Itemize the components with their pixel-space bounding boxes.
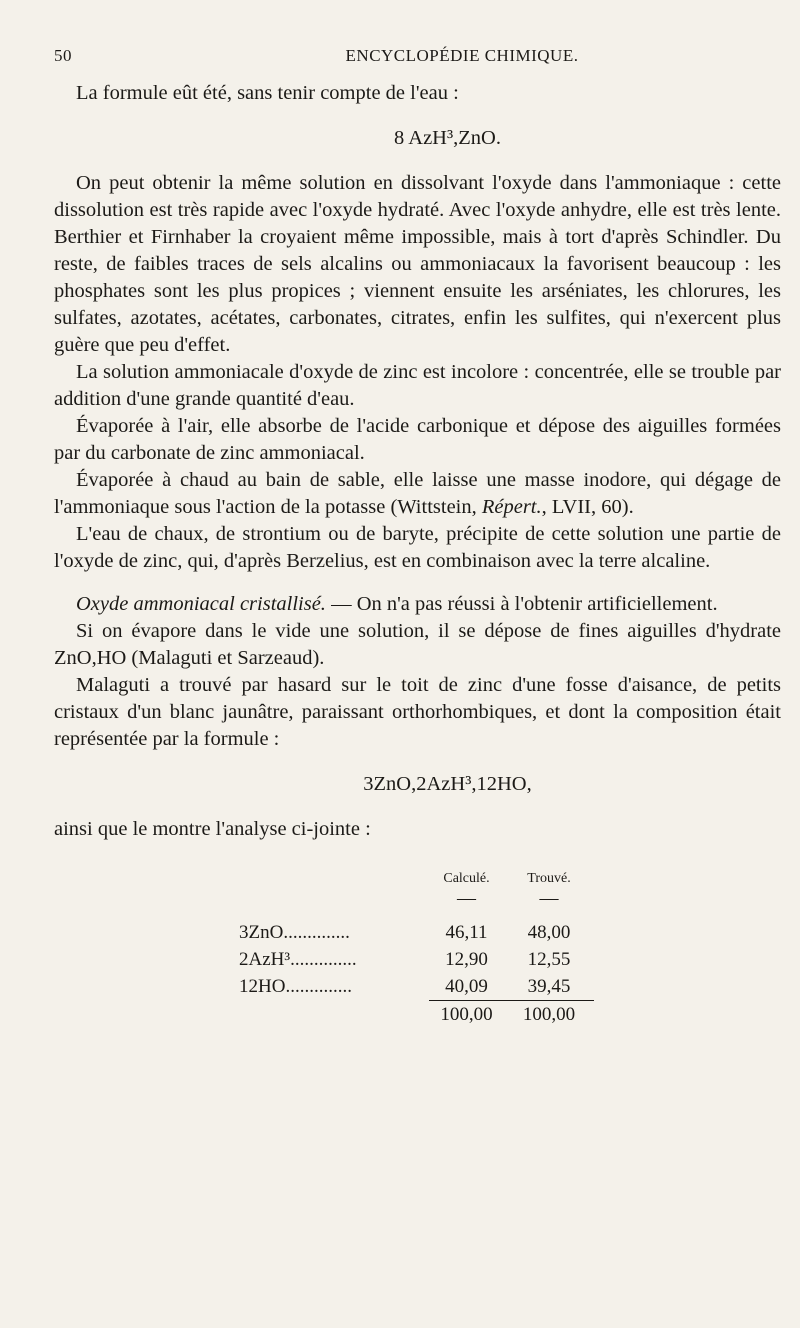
row-label: 3ZnO.............. xyxy=(239,922,350,943)
page-header xyxy=(54,46,770,72)
paragraph: Évaporée à l'air, elle absorbe de l'acide carbonique et dépose des aiguilles formées par du carbonate de zinc ammoniacal. xyxy=(54,415,781,464)
paragraph xyxy=(54,467,781,521)
paragraph: On peut obtenir la même solution en dissolvant l'oxyde dans l'ammoniaque : cette dissolution est très rapide avec l'oxyde hydraté. Avec l'oxyde anhydre, elle est très lente. Berthier et Firnhaber la croyaient même impossible, mais à tort d'après Schindler. Du reste, de faibles traces de sels alcalins ou ammoniacaux la favorisent beaucoup : les phosphates sont les plus propices ; viennent ensuite les arséniates, les chlorures, les sulfates, azotates, acétates, carbonates, citrates, enfin les sulfites, qui n'exercent plus guère que peu d'effet. xyxy=(54,172,781,356)
analysis-table xyxy=(239,865,594,1028)
calc-value: 12,90 xyxy=(445,949,488,970)
citation-ref: Répert. xyxy=(481,496,542,518)
table-row xyxy=(239,946,594,973)
page-number: 50 xyxy=(54,46,72,65)
section-title: Oxyde ammoniacal cristallisé. xyxy=(76,593,326,615)
table-row xyxy=(239,919,594,946)
found-value: 12,55 xyxy=(527,949,571,970)
formula: 3ZnO,2AzH³,12HO, xyxy=(363,773,532,795)
found-value: 39,45 xyxy=(527,976,571,997)
row-label: 2AzH³.............. xyxy=(239,949,357,970)
total-row xyxy=(239,1001,594,1029)
total-calc: 100,00 xyxy=(429,1001,504,1029)
calc-value: 46,11 xyxy=(445,922,488,943)
paragraph-text: — On n'a pas réussi à l'obtenir artificiellement. xyxy=(325,593,718,615)
col-header-found: Trouvé. xyxy=(527,871,571,886)
row-label: 12HO.............. xyxy=(239,976,352,997)
paragraph-text: Évaporée à chaud au bain de sable, elle laisse une masse inodore, qui dégage de l'ammoniaque sous l'action de la potasse (Wittstein, xyxy=(54,469,781,518)
paragraph: L'eau de chaux, de strontium ou de baryte, précipite de cette solution une partie de l'oxyde de zinc, qui, d'après Berzelius, est en combinaison avec la terre alcaline. xyxy=(54,523,781,572)
paragraph: Malaguti a trouvé par hasard sur le toit de zinc d'une fosse d'aisance, de petits cristaux d'un blanc jaunâtre, paraissant orthorhombiques, et dont la composition était représentée par la formule : xyxy=(54,674,781,750)
table-row xyxy=(239,973,594,1001)
dash: — xyxy=(457,888,476,909)
paragraph xyxy=(54,591,781,618)
col-header-calc: Calculé. xyxy=(443,871,490,886)
calc-value: 40,09 xyxy=(445,976,488,997)
formula: 8 AzH³,ZnO. xyxy=(394,127,501,149)
found-value: 48,00 xyxy=(527,922,571,943)
total-found: 100,00 xyxy=(504,1001,594,1029)
paragraph: La solution ammoniacale d'oxyde de zinc est incolore : concentrée, elle se trouble par addition d'une grande quantité d'eau. xyxy=(54,361,781,410)
paragraph-text: , LVII, 60). xyxy=(541,496,634,518)
running-title: ENCYCLOPÉDIE CHIMIQUE. xyxy=(345,46,579,65)
paragraph: La formule eût été, sans tenir compte de l'eau : xyxy=(76,82,459,104)
paragraph: Si on évapore dans le vide une solution, il se dépose de fines aiguilles d'hydrate ZnO,HO (Malaguti et Sarzeaud). xyxy=(54,620,781,669)
page-body xyxy=(54,80,781,1028)
dash: — xyxy=(539,888,559,909)
paragraph: ainsi que le montre l'analyse ci-jointe : xyxy=(54,818,371,840)
